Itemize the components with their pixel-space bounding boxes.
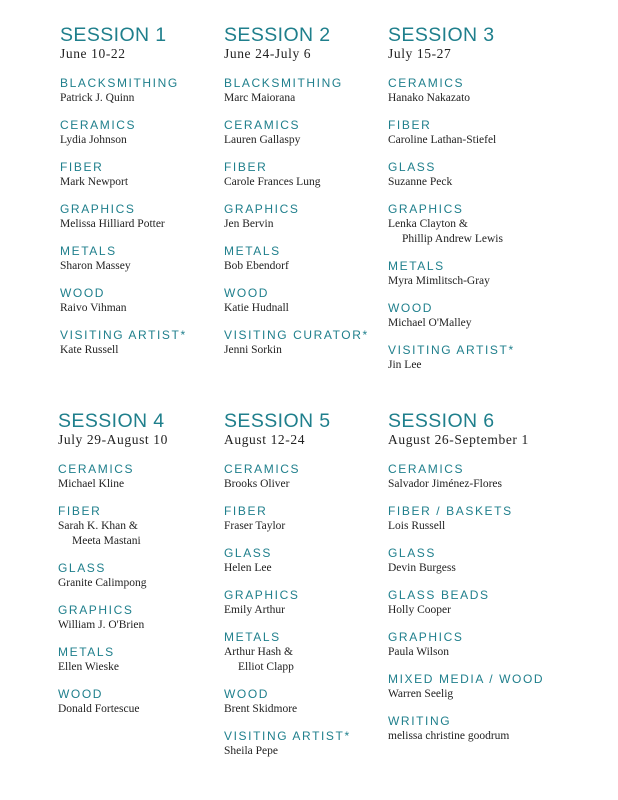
session-dates: August 26-September 1 [388, 432, 529, 447]
discipline-label: GRAPHICS [388, 630, 464, 644]
discipline-label: GRAPHICS [388, 202, 464, 216]
instructor-name: Hanako Nakazato [388, 92, 471, 104]
discipline-label: FIBER [224, 504, 268, 518]
discipline-entry [388, 259, 556, 289]
discipline-label: METALS [224, 630, 281, 644]
discipline-label: VISITING CURATOR* [224, 328, 369, 342]
session-dates: June 24-July 6 [224, 46, 312, 61]
instructor-name: Lydia Johnson [60, 134, 127, 146]
discipline-entry [388, 630, 556, 660]
discipline-entry [388, 462, 556, 492]
instructor-name: Salvador Jiménez-Flores [388, 478, 503, 490]
discipline-entry [58, 462, 226, 492]
instructor-name: Kate Russell [60, 344, 119, 356]
instructor-name: Granite Calimpong [58, 576, 147, 589]
discipline-entry [388, 160, 556, 190]
discipline-label: VISITING ARTIST* [224, 728, 351, 743]
discipline-label: FIBER [224, 160, 268, 174]
discipline-entry [388, 672, 556, 702]
session-title: SESSION 1 [60, 24, 167, 46]
instructor-name: Katie Hudnall [224, 302, 289, 314]
discipline-label: CERAMICS [58, 462, 135, 476]
discipline-entry [224, 160, 392, 190]
discipline-entry [224, 244, 392, 274]
discipline-label: GLASS BEADS [388, 588, 490, 602]
instructor-name: Lois Russell [388, 520, 446, 532]
instructor-name: Meeta Mastani [72, 534, 141, 547]
discipline-label: WOOD [224, 286, 270, 300]
discipline-label: GLASS [58, 560, 107, 575]
discipline-label: GRAPHICS [60, 202, 136, 216]
discipline-label: WOOD [60, 286, 106, 300]
discipline-label: FIBER / BASKETS [388, 504, 513, 518]
instructor-name: Michael O'Malley [388, 316, 472, 329]
discipline-label: CERAMICS [60, 118, 137, 132]
instructor-name: Sarah K. Khan & [58, 520, 138, 532]
discipline-entry [388, 714, 556, 744]
discipline-entry [60, 286, 228, 316]
instructor-name: Brooks Oliver [224, 478, 290, 490]
discipline-entry [224, 546, 392, 576]
discipline-label: CERAMICS [388, 76, 465, 90]
instructor-name: Sharon Massey [60, 260, 131, 272]
discipline-entry [224, 729, 392, 759]
discipline-entry [224, 504, 392, 534]
discipline-label: CERAMICS [388, 462, 465, 476]
session-title: SESSION 2 [224, 24, 331, 46]
discipline-entry [224, 630, 392, 674]
instructor-name: Suzanne Peck [388, 176, 453, 188]
discipline-entry [60, 118, 228, 148]
discipline-label: FIBER [60, 160, 104, 174]
discipline-label: GRAPHICS [224, 588, 300, 602]
instructor-name: melissa christine goodrum [388, 730, 510, 742]
discipline-label: WOOD [224, 686, 270, 701]
discipline-entry [58, 504, 226, 548]
discipline-label: FIBER [58, 504, 102, 518]
discipline-label: GRAPHICS [58, 602, 134, 617]
discipline-label: VISITING ARTIST* [388, 342, 515, 357]
discipline-entry [388, 546, 556, 576]
discipline-label: VISITING ARTIST* [60, 328, 187, 342]
discipline-entry [224, 462, 392, 492]
instructor-name: Marc Maiorana [224, 92, 296, 104]
session-dates: August 12-24 [224, 432, 306, 447]
discipline-label: BLACKSMITHING [60, 76, 179, 90]
discipline-entry [58, 645, 226, 675]
instructor-name: Ellen Wieske [58, 660, 119, 673]
session-3 [388, 24, 556, 385]
discipline-label: WOOD [58, 686, 104, 701]
session-title: SESSION 3 [388, 24, 495, 46]
discipline-entry [60, 76, 228, 106]
discipline-entry [388, 202, 556, 246]
discipline-entry [388, 301, 556, 331]
session-title: SESSION 6 [388, 410, 495, 432]
discipline-label: METALS [60, 244, 117, 258]
session-title: SESSION 4 [58, 410, 165, 432]
instructor-name: Jen Bervin [224, 218, 274, 230]
session-1 [60, 24, 228, 370]
instructor-name: Melissa Hilliard Potter [60, 218, 165, 230]
instructor-name: Arthur Hash & [224, 646, 293, 658]
instructor-name: Mark Newport [60, 176, 129, 188]
instructor-name: Sheila Pepe [224, 744, 278, 757]
discipline-entry [388, 118, 556, 148]
discipline-entry [224, 202, 392, 232]
discipline-entry [60, 202, 228, 232]
discipline-entry [60, 160, 228, 190]
instructor-name: Warren Seelig [388, 688, 454, 700]
instructor-name: Raivo Vihman [60, 302, 127, 314]
discipline-label: GLASS [388, 546, 437, 560]
session-dates: June 10-22 [60, 46, 126, 61]
discipline-entry [388, 504, 556, 534]
discipline-entry [388, 343, 556, 373]
instructor-name: Holly Cooper [388, 604, 451, 616]
instructor-name: Donald Fortescue [58, 702, 140, 715]
instructor-name: Patrick J. Quinn [60, 92, 135, 104]
discipline-label: METALS [58, 644, 115, 659]
discipline-label: WOOD [388, 300, 434, 315]
session-4 [58, 410, 226, 729]
discipline-label: CERAMICS [224, 462, 301, 476]
discipline-label: CERAMICS [224, 118, 301, 132]
discipline-label: FIBER [388, 118, 432, 132]
discipline-label: WRITING [388, 714, 452, 728]
discipline-entry [224, 286, 392, 316]
instructor-name: Lenka Clayton & [388, 218, 468, 230]
discipline-entry [224, 118, 392, 148]
discipline-entry [224, 687, 392, 717]
discipline-label: MIXED MEDIA / WOOD [388, 672, 545, 686]
instructor-name: Helen Lee [224, 562, 272, 574]
instructor-name: Michael Kline [58, 478, 125, 490]
session-dates: July 29-August 10 [58, 432, 168, 447]
instructor-name: Brent Skidmore [224, 702, 298, 715]
discipline-label: GLASS [388, 160, 437, 174]
instructor-name: Myra Mimlitsch-Gray [388, 274, 490, 287]
instructor-name: Jin Lee [388, 358, 422, 371]
instructor-name: Devin Burgess [388, 562, 456, 574]
session-5 [224, 410, 392, 771]
discipline-entry [388, 76, 556, 106]
instructor-name: Phillip Andrew Lewis [402, 232, 503, 245]
session-dates: July 15-27 [388, 46, 452, 61]
instructor-name: Bob Ebendorf [224, 260, 289, 272]
instructor-name: Fraser Taylor [224, 520, 286, 532]
discipline-label: BLACKSMITHING [224, 76, 343, 90]
discipline-entry [58, 687, 226, 717]
instructor-name: Emily Arthur [224, 604, 286, 616]
instructor-name: Paula Wilson [388, 646, 449, 658]
discipline-entry [224, 328, 392, 358]
instructor-name: William J. O'Brien [58, 618, 145, 631]
discipline-entry [224, 76, 392, 106]
discipline-entry [58, 603, 226, 633]
session-6 [388, 410, 556, 756]
discipline-entry [58, 561, 226, 591]
instructor-name: Caroline Lathan-Stiefel [388, 134, 497, 146]
discipline-entry [60, 328, 228, 358]
discipline-entry [224, 588, 392, 618]
session-2 [224, 24, 392, 370]
instructor-name: Elliot Clapp [238, 660, 294, 673]
discipline-label: METALS [224, 244, 281, 258]
discipline-label: GLASS [224, 546, 273, 560]
discipline-entry [388, 588, 556, 618]
session-title: SESSION 5 [224, 410, 331, 432]
instructor-name: Lauren Gallaspy [224, 134, 301, 146]
discipline-label: GRAPHICS [224, 202, 300, 216]
instructor-name: Carole Frances Lung [224, 176, 321, 188]
discipline-label: METALS [388, 258, 445, 273]
discipline-entry [60, 244, 228, 274]
instructor-name: Jenni Sorkin [224, 344, 282, 356]
